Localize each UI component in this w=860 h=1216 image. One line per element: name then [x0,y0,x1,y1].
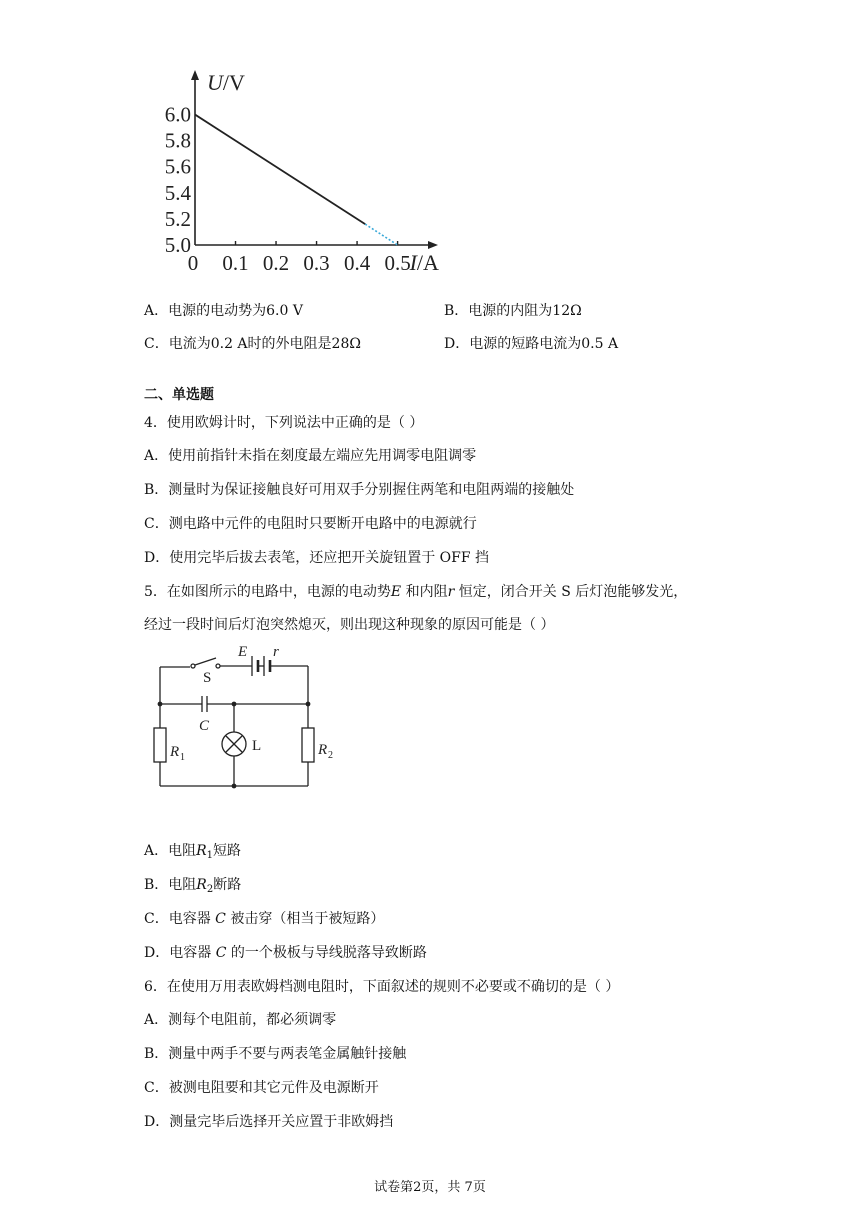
circuit-label-r: r [273,644,279,660]
y-tick-label: 5.2 [164,206,191,231]
u-i-line [195,115,365,225]
circuit-diagram [140,638,360,798]
u-i-line-extension [365,224,397,245]
x-axis-arrow [428,241,438,249]
q3-option-a: A．电源的电动势为6.0 V [144,303,303,319]
section-title: 二、单选题 [144,387,214,403]
q4-option-d: D．使用完毕后拔去表笔，还应把开关旋钮置于 OFF 挡 [144,550,490,566]
q5-option-a: A．电阻$R_1$短路 [144,843,242,861]
q6-option-a: A．测每个电阻前，都必须调零 [144,1012,337,1028]
x-tick-label: 0.1 [222,251,249,275]
circuit-label-e: E [238,644,248,660]
q4-stem: 4．使用欧姆计时，下列说法中正确的是（ ） [144,415,424,431]
q5-option-d: D．电容器 C 的一个极板与导线脱落导致断路 [144,945,427,961]
y-tick-label: 6.0 [164,102,191,127]
q3-option-b: B．电源的内阻为12Ω [444,303,582,319]
circuit-label-r2-sub: 2 [328,750,333,761]
q3-option-c: C．电流为0.2 A时的外电阻是28Ω [144,336,361,352]
q6-option-b: B．测量中两手不要与两表笔金属触针接触 [144,1046,407,1062]
q6-stem: 6．在使用万用表欧姆档测电阻时，下面叙述的规则不必要或不确切的是（ ） [144,979,620,995]
y-axis-arrow [191,70,199,80]
y-tick-label: 5.0 [164,233,191,257]
circuit-label-c: C [199,718,210,734]
x-tick-label: 0.5 [384,251,411,275]
q4-option-b: B．测量时为保证接触良好可用双手分别握住两笔和电阻两端的接触处 [144,482,575,498]
circuit-label-r2: R [318,742,328,758]
x-tick-label: 0.2 [262,251,290,275]
x-tick-label: 0.3 [303,251,330,275]
q4-option-c: C．测电路中元件的电阻时只要断开电路中的电源就行 [144,516,477,532]
x-axis-label: I/A [409,250,439,275]
q5-option-b: B．电阻$R_2$断路 [144,877,242,895]
y-tick-label: 5.8 [164,128,191,153]
q6-option-d: D．测量完毕后选择开关应置于非欧姆挡 [144,1114,394,1130]
page-footer: 试卷第2页，共 7页 [374,1180,486,1195]
y-tick-label: 5.4 [164,180,191,205]
y-axis-label: U/V [207,70,245,95]
x-tick-label: 0 [187,251,199,275]
q3-option-d: D．电源的短路电流为0.5 A [444,336,619,352]
q5-option-c: C．电容器 C 被击穿（相当于被短路） [144,911,385,927]
q5-stem-line1: 5．在如图所示的电路中，电源的电动势E 和内阻r 恒定，闭合开关 S 后灯泡能够发光， [144,584,688,600]
q5-stem-line2: 经过一段时间后灯泡突然熄灭，则出现这种现象的原因可能是（ ） [144,617,555,633]
q6-option-c: C．被测电阻要和其它元件及电源断开 [144,1080,379,1096]
q4-option-a: A．使用前指针未指在刻度最左端应先用调零电阻调零 [144,448,477,464]
circuit-label-s: S [203,670,212,686]
y-tick-label: 5.6 [164,154,191,179]
x-tick-label: 0.4 [343,251,371,275]
u-i-graph [150,70,450,280]
circuit-label-r1-sub: 1 [180,752,185,763]
circuit-label-l: L [252,738,262,754]
circuit-label-r1: R [170,744,180,760]
